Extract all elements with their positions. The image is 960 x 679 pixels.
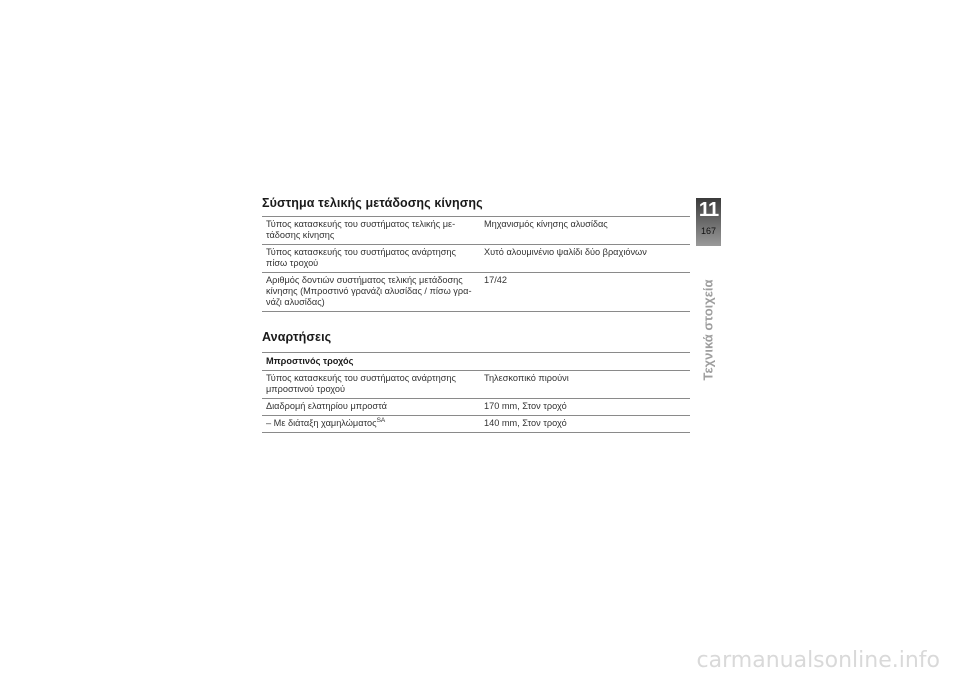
- table-row: [262, 416, 690, 433]
- table-row: [262, 399, 690, 416]
- row-value: Μηχανισμός κίνησης αλυσίδας: [480, 217, 690, 245]
- table-row: [262, 273, 690, 312]
- page-number: 167: [700, 226, 717, 236]
- row-label: Διαδρομή ελατηρίου μπροστά: [262, 399, 480, 416]
- chapter-tab: [696, 198, 721, 246]
- watermark: carmanualsonline.info: [696, 648, 940, 673]
- row-label-text: – Με διάταξη χαμηλώματος: [266, 418, 377, 428]
- row-value: 170 mm, Στον τροχό: [480, 399, 690, 416]
- row-label: Τύπος κατασκευής του συστήματος τελικής με-τάδοσης κίνησης: [262, 217, 480, 245]
- table-subheading: [262, 353, 690, 371]
- section-title-final-drive: Σύστημα τελικής μετάδοσης κίνησης: [262, 196, 483, 210]
- row-label: Αριθμός δοντιών συστήματος τελικής μετάδοσης κίνησης (Μπροστινό γρανάζι αλυσίδας / πίσω γρα-νάζι αλυσίδας): [262, 273, 480, 312]
- subheading-front-wheel: Μπροστινός τροχός: [262, 353, 690, 371]
- chapter-side-title: Τεχνικά στοιχεία: [700, 279, 716, 381]
- row-value: Χυτό αλουμινένιο ψαλίδι δύο βραχιόνων: [480, 245, 690, 273]
- suspension-table: [262, 352, 690, 433]
- final-drive-table: [262, 216, 690, 312]
- row-label-with-sup: [262, 416, 480, 433]
- chapter-number: 11: [698, 199, 719, 221]
- row-value: 17/42: [480, 273, 690, 312]
- table-row: [262, 245, 690, 273]
- table-row: [262, 371, 690, 399]
- row-value: Τηλεσκοπικό πιρούνι: [480, 371, 690, 399]
- section-title-suspension: Αναρτήσεις: [262, 330, 332, 344]
- row-label: Τύπος κατασκευής του συστήματος ανάρτησης πίσω τροχού: [262, 245, 480, 273]
- option-superscript: SA: [376, 416, 386, 424]
- row-value: 140 mm, Στον τροχό: [480, 416, 690, 433]
- content: [262, 196, 690, 433]
- row-label: Τύπος κατασκευής του συστήματος ανάρτησης μπροστινού τροχού: [262, 371, 480, 399]
- table-row: [262, 217, 690, 245]
